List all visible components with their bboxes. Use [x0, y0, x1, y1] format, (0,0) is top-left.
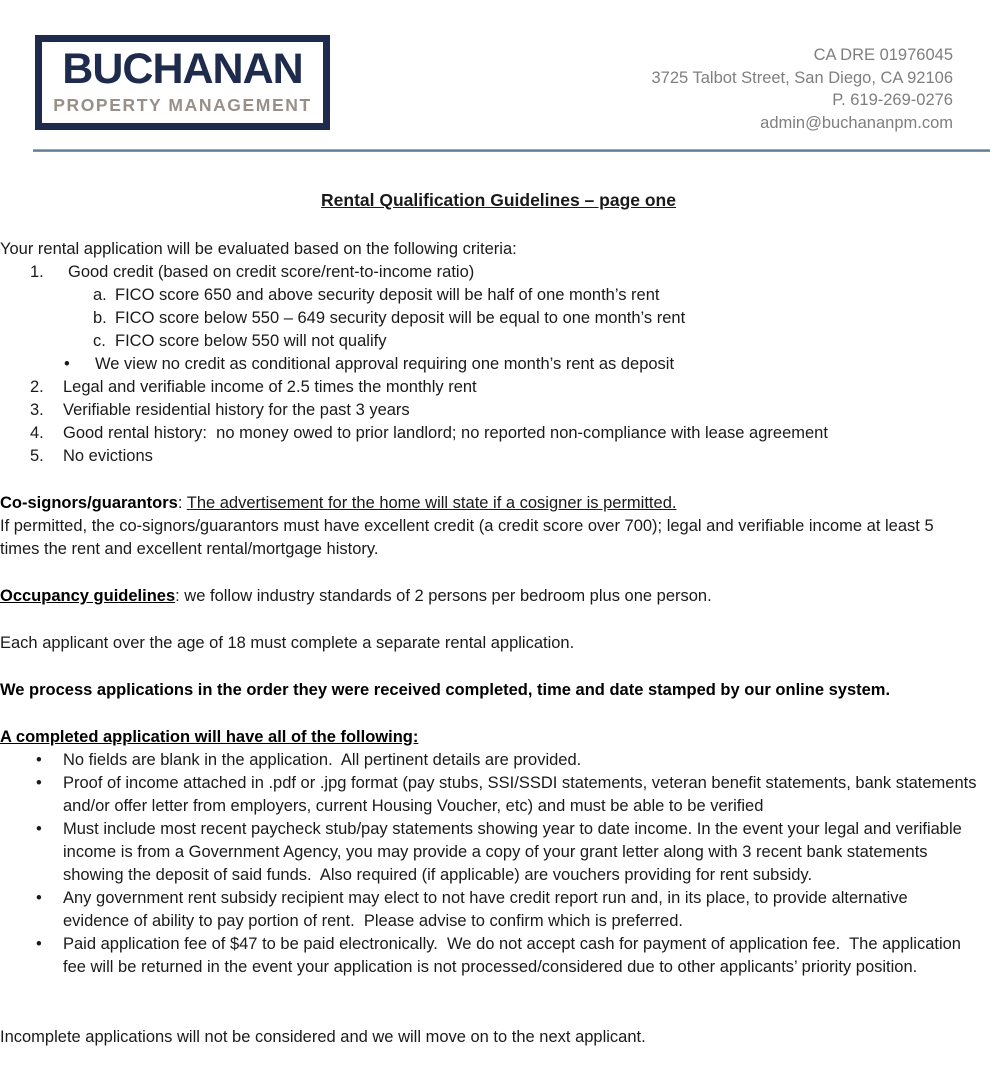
occupancy-rest: : we follow industry standards of 2 persons per bedroom plus one person.	[175, 587, 712, 605]
list-marker: 5.	[30, 447, 44, 465]
criteria-list	[0, 261, 997, 468]
list-item-text: Must include most recent paycheck stub/pay statements showing year to date income. In the event your legal and verifiable income is from a Government Agency, you may provide a copy of your grant letter along with 3 recent bank statements showing the deposit of said funds. Also required (if applicable) are vouchers providing for rent subsidy.	[63, 820, 967, 884]
list-item	[0, 818, 997, 887]
list-item-text: Verifiable residential history for the past 3 years	[63, 401, 410, 419]
contact-email-line: admin@buchananpm.com	[760, 113, 953, 132]
letterhead	[0, 0, 997, 134]
list-item	[0, 445, 997, 468]
list-item	[0, 933, 997, 979]
header-divider	[33, 149, 990, 152]
incomplete-note: Incomplete applications will not be considered and we will move on to the next applicant.	[0, 1028, 646, 1046]
bullet-marker: •	[36, 935, 42, 953]
list-item	[0, 353, 997, 376]
list-item	[0, 284, 997, 307]
list-item-text: Good credit (based on credit score/rent-to-income ratio)	[68, 263, 475, 281]
list-marker: c.	[93, 332, 106, 350]
intro-line: Your rental application will be evaluated based on the following criteria:	[0, 240, 517, 258]
list-item-text: FICO score 650 and above security deposit will be half of one month’s rent	[115, 286, 660, 304]
list-item-text: FICO score below 550 – 649 security deposit will be equal to one month’s rent	[115, 309, 686, 327]
completed-application-heading: A completed application will have all of the following:	[0, 728, 419, 746]
cosigner-section	[0, 492, 997, 561]
processing-order-line: We process applications in the order they were received completed, time and date stamped by our online system.	[0, 681, 891, 699]
contact-license-line: CA DRE 01976045	[813, 46, 953, 64]
document-title: Rental Qualification Guidelines – page one	[321, 190, 676, 210]
occupancy-line	[0, 585, 997, 608]
list-item	[0, 307, 997, 330]
list-marker: a.	[93, 286, 107, 304]
logo-subtitle: PROPERTY MANAGEMENT	[53, 95, 312, 115]
list-marker: 2.	[30, 378, 44, 396]
list-marker: 3.	[30, 401, 44, 419]
cosigner-lead: Co-signors/guarantors	[0, 494, 178, 512]
company-logo	[35, 35, 330, 130]
list-item	[0, 399, 997, 422]
list-item	[0, 261, 997, 284]
contact-address-line: 3725 Talbot Street, San Diego, CA 92106	[651, 68, 953, 87]
list-item-text: No fields are blank in the application. All pertinent details are provided.	[63, 751, 582, 769]
cosigner-body: If permitted, the co-signors/guarantors must have excellent credit (a credit score over 700); legal and verifiable income at least 5 times the rent and excellent rental/mortgage history.	[0, 517, 939, 558]
completed-application-section	[0, 726, 997, 979]
list-item-text: Proof of income attached in .pdf or .jpg format (pay stubs, SSI/SSDI statements, veteran benefit statements, bank statements and/or offer letter from employers, current Housing Voucher, etc) and must be able to be verified	[63, 774, 982, 815]
list-item	[0, 422, 997, 445]
list-item	[0, 376, 997, 399]
list-item-text: Good rental history: no money owed to prior landlord; no reported non-compliance with lease agreement	[63, 424, 828, 442]
list-item-text: Any government rent subsidy recipient may elect to not have credit report run and, in its place, to provide alternative evidence of ability to pay portion of rent. Please advise to confirm which is preferred.	[63, 889, 913, 930]
list-marker: 1.	[30, 263, 44, 281]
bullet-marker: •	[36, 774, 42, 792]
list-item-text: Legal and verifiable income of 2.5 times the monthly rent	[63, 378, 477, 396]
list-marker: 4.	[30, 424, 44, 442]
logo-company-name: BUCHANAN	[62, 45, 303, 93]
bullet-marker: •	[64, 355, 70, 373]
contact-phone-line: P. 619-269-0276	[832, 91, 953, 109]
separate-application-line: Each applicant over the age of 18 must complete a separate rental application.	[0, 634, 575, 652]
occupancy-lead: Occupancy guidelines	[0, 587, 176, 605]
list-item	[0, 887, 997, 933]
bullet-marker: •	[36, 820, 42, 838]
cosigner-heading-line	[0, 492, 997, 515]
bullet-marker: •	[36, 889, 42, 907]
list-item	[0, 749, 997, 772]
cosigner-underlined-text: The advertisement for the home will state if a cosigner is permitted.	[186, 494, 677, 512]
list-item	[0, 772, 997, 818]
list-item	[0, 330, 997, 353]
list-item-text: Paid application fee of $47 to be paid electronically. We do not accept cash for payment of application fee. The application fee will be returned in the event your application is not processed/considered due to other applicants’ priority position.	[63, 935, 966, 976]
list-item-text: No evictions	[63, 447, 153, 465]
bullet-marker: •	[36, 751, 42, 769]
list-item-text: FICO score below 550 will not qualify	[115, 332, 387, 350]
cosigner-separator: :	[177, 494, 187, 512]
list-marker: b.	[93, 309, 107, 327]
list-item-text: We view no credit as conditional approval requiring one month’s rent as deposit	[95, 355, 675, 373]
contact-info	[652, 44, 954, 134]
